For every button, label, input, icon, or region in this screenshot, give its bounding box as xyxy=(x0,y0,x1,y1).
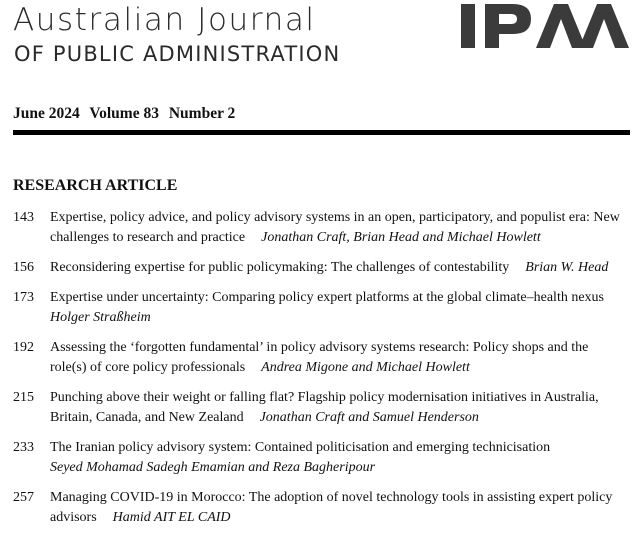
entry-body xyxy=(50,388,622,428)
article-authors: Jonathan Craft and Samuel Henderson xyxy=(259,410,479,425)
article-authors: Seyed Mohamad Sadegh Emamian and Reza Bagheripour xyxy=(50,460,376,475)
article-authors: Holger Straßheim xyxy=(50,310,151,325)
article-title[interactable]: Managing COVID-19 in Morocco: The adoption of novel technology tools in assisting expert policy advisors xyxy=(50,490,613,525)
page-number: 233 xyxy=(13,440,34,455)
article-title[interactable]: The Iranian policy advisory system: Contained politicisation and emerging technicisation xyxy=(50,440,551,455)
article-authors: Brian W. Head xyxy=(525,260,609,275)
toc-entry[interactable] xyxy=(0,438,637,478)
toc-entry[interactable] xyxy=(0,288,637,328)
entry-body xyxy=(50,438,622,478)
page-number: 192 xyxy=(13,340,34,355)
table-of-contents xyxy=(0,208,637,538)
journal-title: Australian Journal xyxy=(13,2,316,38)
page-number: 257 xyxy=(13,490,34,505)
article-title[interactable]: Expertise, policy advice, and policy advisory systems in an open, participatory, and populist era: New challenges to research and practice xyxy=(50,210,620,245)
article-title[interactable]: Punching above their weight or falling flat? Flagship policy modernisation initiatives in Australia, Britain, Canada, and New Zealand xyxy=(50,390,599,425)
issue-date: June 2024 xyxy=(13,105,80,122)
toc-entry[interactable] xyxy=(0,388,637,428)
page-number: 143 xyxy=(13,210,34,225)
page-number: 156 xyxy=(13,260,34,275)
issue-number: Number 2 xyxy=(168,105,236,122)
toc-entry[interactable] xyxy=(0,488,637,528)
journal-subtitle: OF PUBLIC ADMINISTRATION xyxy=(14,42,341,66)
issue-info xyxy=(13,104,241,124)
toc-entry[interactable] xyxy=(0,338,637,378)
page-number: 173 xyxy=(13,290,34,305)
publisher-logo xyxy=(461,4,629,48)
page-number: 215 xyxy=(13,390,34,405)
article-authors: Andrea Migone and Michael Howlett xyxy=(261,360,470,375)
issue-volume: Volume 83 xyxy=(89,105,159,122)
masthead xyxy=(0,0,637,80)
header-rule xyxy=(13,130,630,135)
entry-body xyxy=(50,288,622,328)
entry-body xyxy=(50,488,622,528)
entry-body xyxy=(50,258,622,278)
article-title[interactable]: Reconsidering expertise for public policymaking: The challenges of contestability xyxy=(50,260,510,275)
article-title[interactable]: Assessing the ‘forgotten fundamental’ in policy advisory systems research: Policy shops and the role(s) of core policy professionals xyxy=(50,340,589,375)
entry-body xyxy=(50,338,622,378)
toc-entry[interactable] xyxy=(0,258,637,278)
section-heading: RESEARCH ARTICLE xyxy=(13,177,178,194)
entry-body xyxy=(50,208,622,248)
article-title[interactable]: Expertise under uncertainty: Comparing policy expert platforms at the global climate–health nexus xyxy=(50,290,604,305)
article-authors: Hamid AIT EL CAID xyxy=(112,510,231,525)
article-authors: Jonathan Craft, Brian Head and Michael Howlett xyxy=(261,230,541,245)
toc-entry[interactable] xyxy=(0,208,637,248)
